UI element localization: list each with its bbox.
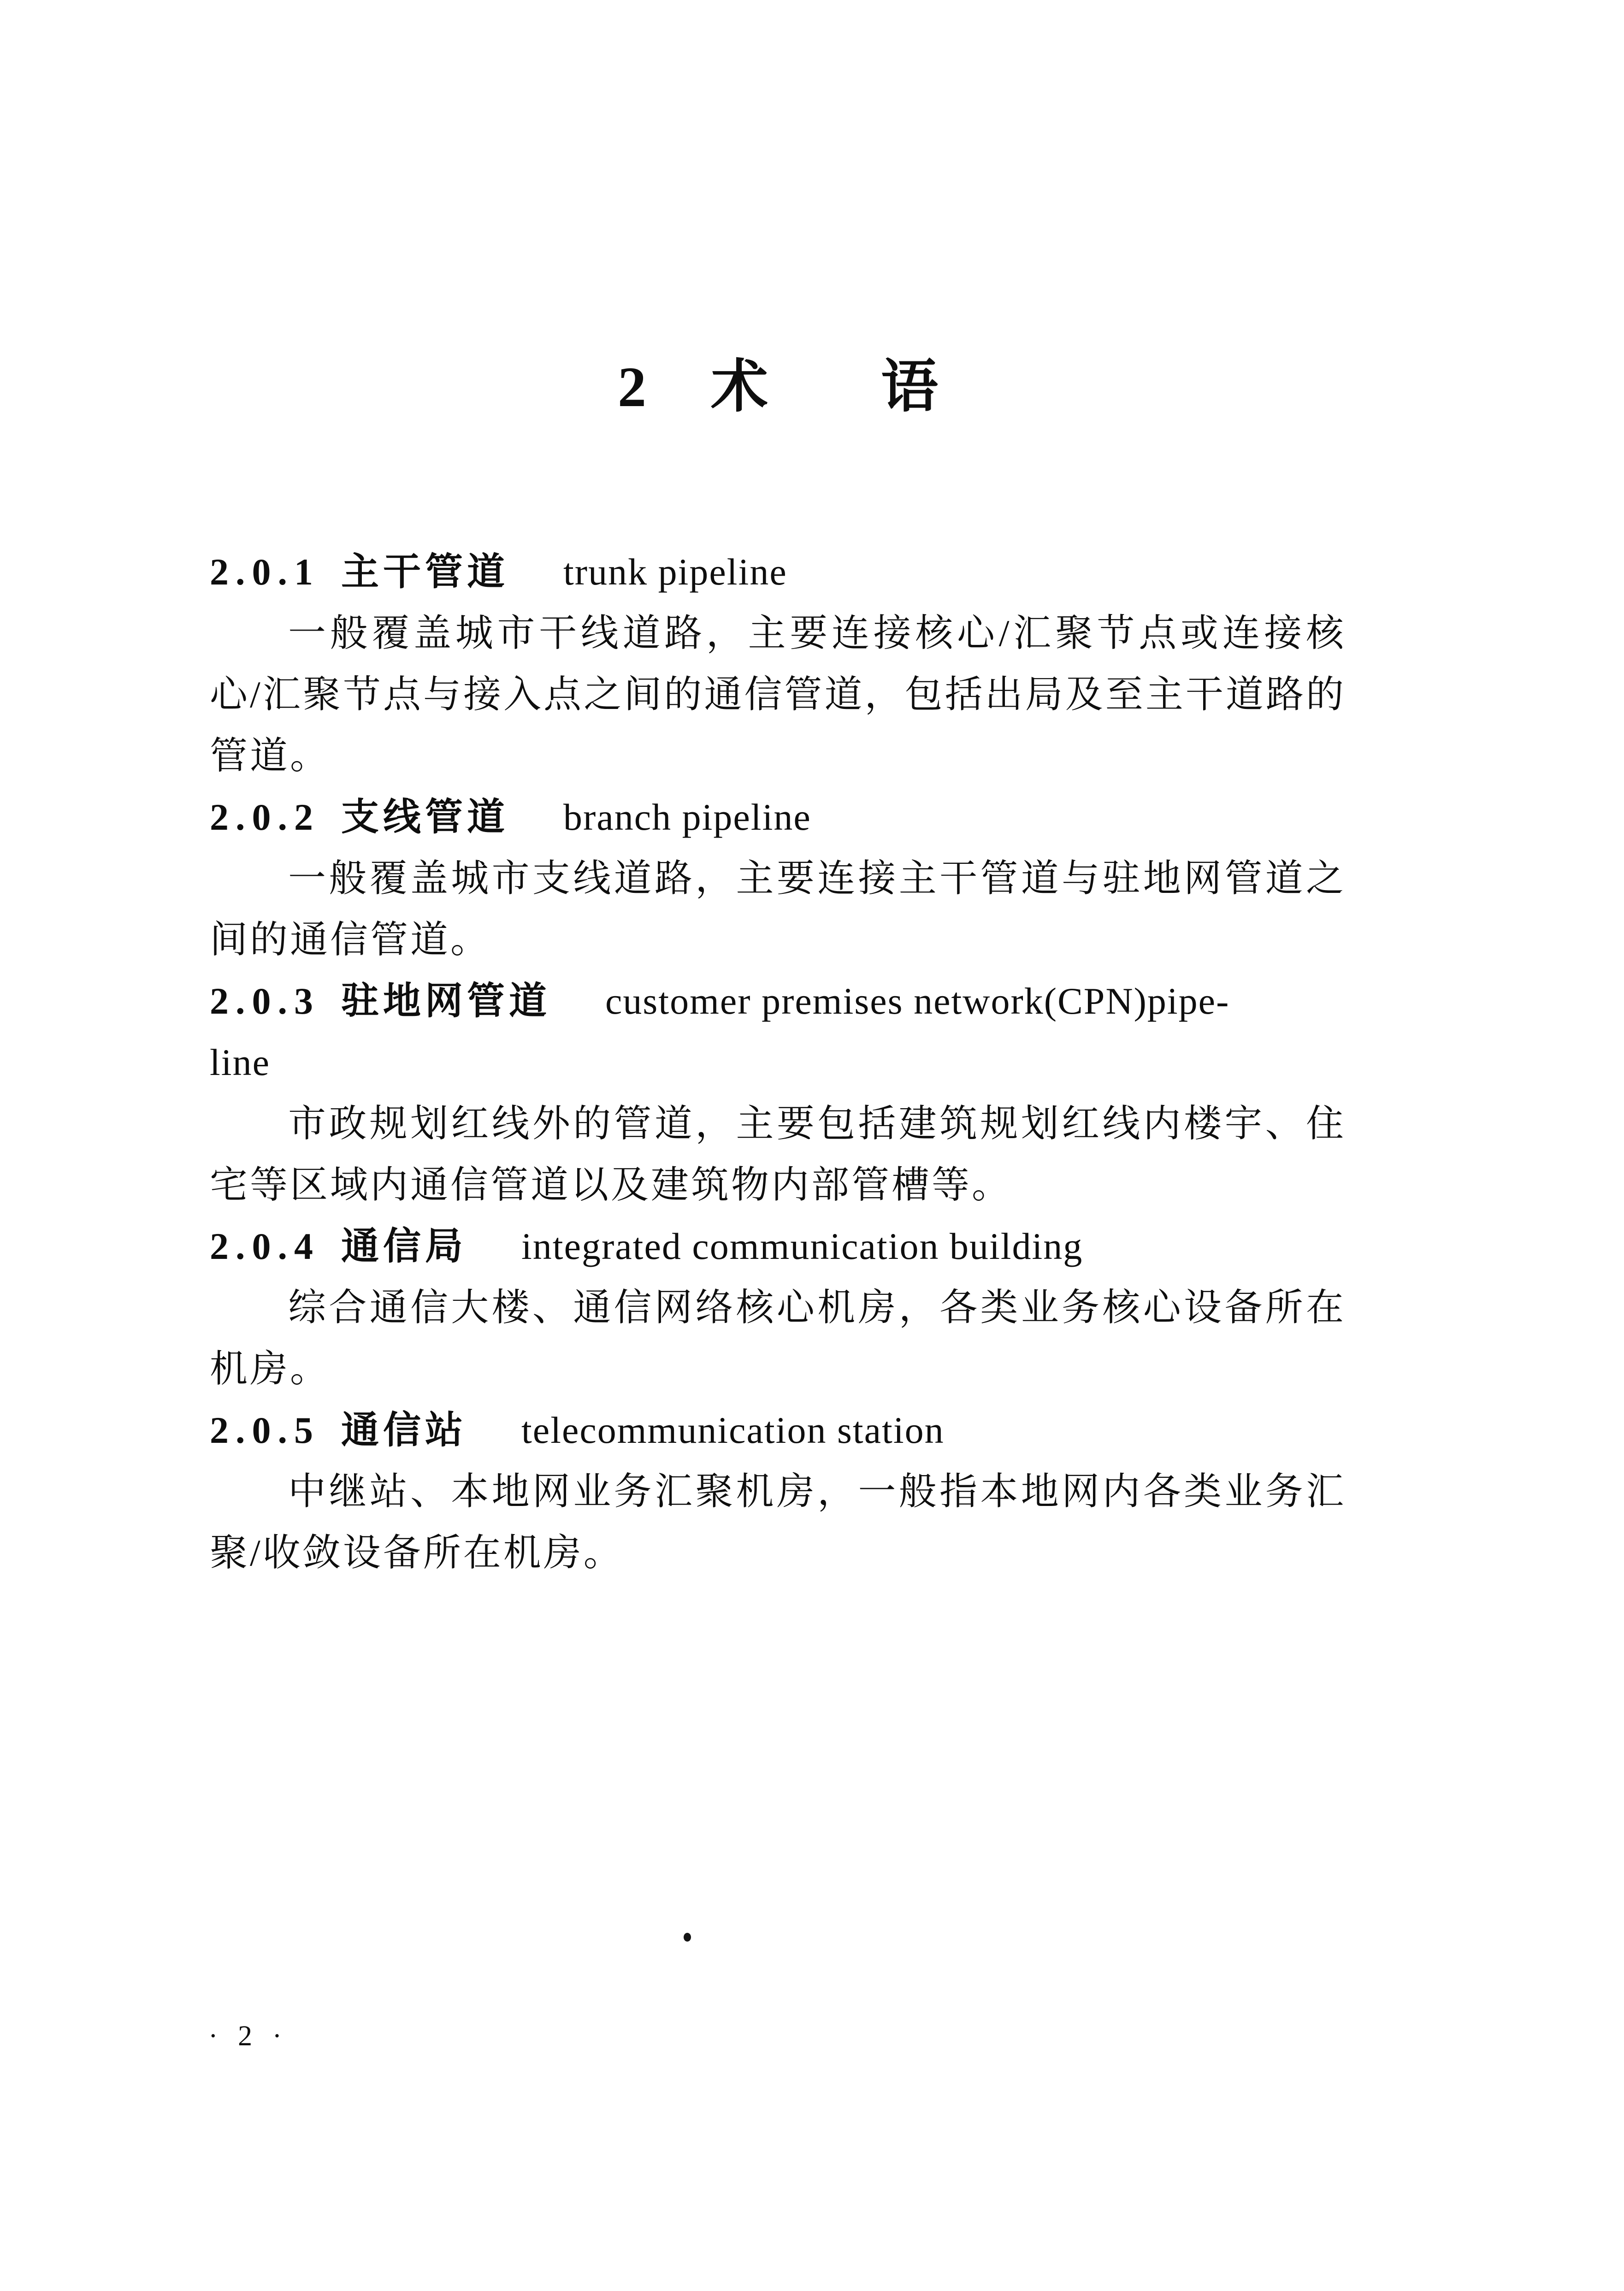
term-section-2-0-4 bbox=[210, 1216, 1346, 1399]
term-number: 2.0.5 bbox=[210, 1409, 320, 1451]
term-chinese: 通信局 bbox=[341, 1225, 467, 1267]
term-section-2-0-2 bbox=[210, 786, 1346, 970]
term-section-2-0-1 bbox=[210, 541, 1346, 786]
term-number: 2.0.2 bbox=[210, 796, 320, 838]
term-definition: 一般覆盖城市干线道路，主要连接核心/汇聚节点或连接核心/汇聚节点与接入点之间的通信管道，包括出局及至主干道路的管道。 bbox=[210, 612, 1346, 777]
term-definition: 一般覆盖城市支线道路，主要连接主干管道与驻地网管道之间的通信管道。 bbox=[210, 857, 1346, 961]
term-heading bbox=[210, 970, 1346, 1032]
term-chinese: 通信站 bbox=[341, 1409, 467, 1451]
term-english: customer premises network(CPN)pipe- bbox=[605, 980, 1230, 1022]
term-number: 2.0.3 bbox=[210, 980, 320, 1022]
terminology-content bbox=[210, 541, 1346, 1583]
term-number: 2.0.4 bbox=[210, 1225, 320, 1267]
term-english: branch pipeline bbox=[563, 796, 811, 838]
term-english: trunk pipeline bbox=[563, 551, 787, 593]
term-english: telecommunication station bbox=[521, 1409, 945, 1451]
term-definition: 中继站、本地网业务汇聚机房，一般指本地网内各类业务汇聚/收敛设备所在机房。 bbox=[210, 1470, 1346, 1574]
term-english: integrated communication building bbox=[521, 1225, 1083, 1267]
chapter-title bbox=[210, 356, 1346, 419]
term-chinese: 驻地网管道 bbox=[341, 980, 551, 1022]
term-chinese: 支线管道 bbox=[341, 796, 509, 838]
term-number: 2.0.1 bbox=[210, 551, 320, 593]
term-chinese: 主干管道 bbox=[341, 551, 509, 593]
term-section-2-0-5 bbox=[210, 1399, 1346, 1583]
term-section-2-0-3 bbox=[210, 970, 1346, 1216]
chapter-title-char-2: 语 bbox=[881, 355, 939, 419]
term-heading bbox=[210, 1216, 1346, 1277]
chapter-title-char-1: 术 bbox=[710, 355, 768, 419]
term-definition: 市政规划红线外的管道，主要包括建筑规划红线内楼宇、住宅等区域内通信管道以及建筑物内部管槽等。 bbox=[210, 1103, 1346, 1206]
page-number-marker: · 2 · bbox=[208, 2020, 289, 2052]
ink-speck-artifact bbox=[684, 1933, 691, 1942]
term-definition: 综合通信大楼、通信网络核心机房，各类业务核心设备所在机房。 bbox=[210, 1287, 1346, 1390]
chapter-number: 2 bbox=[617, 355, 646, 419]
term-heading bbox=[210, 1399, 1346, 1461]
term-english-continuation: line bbox=[210, 1041, 270, 1083]
term-heading bbox=[210, 541, 1346, 602]
term-heading bbox=[210, 786, 1346, 848]
